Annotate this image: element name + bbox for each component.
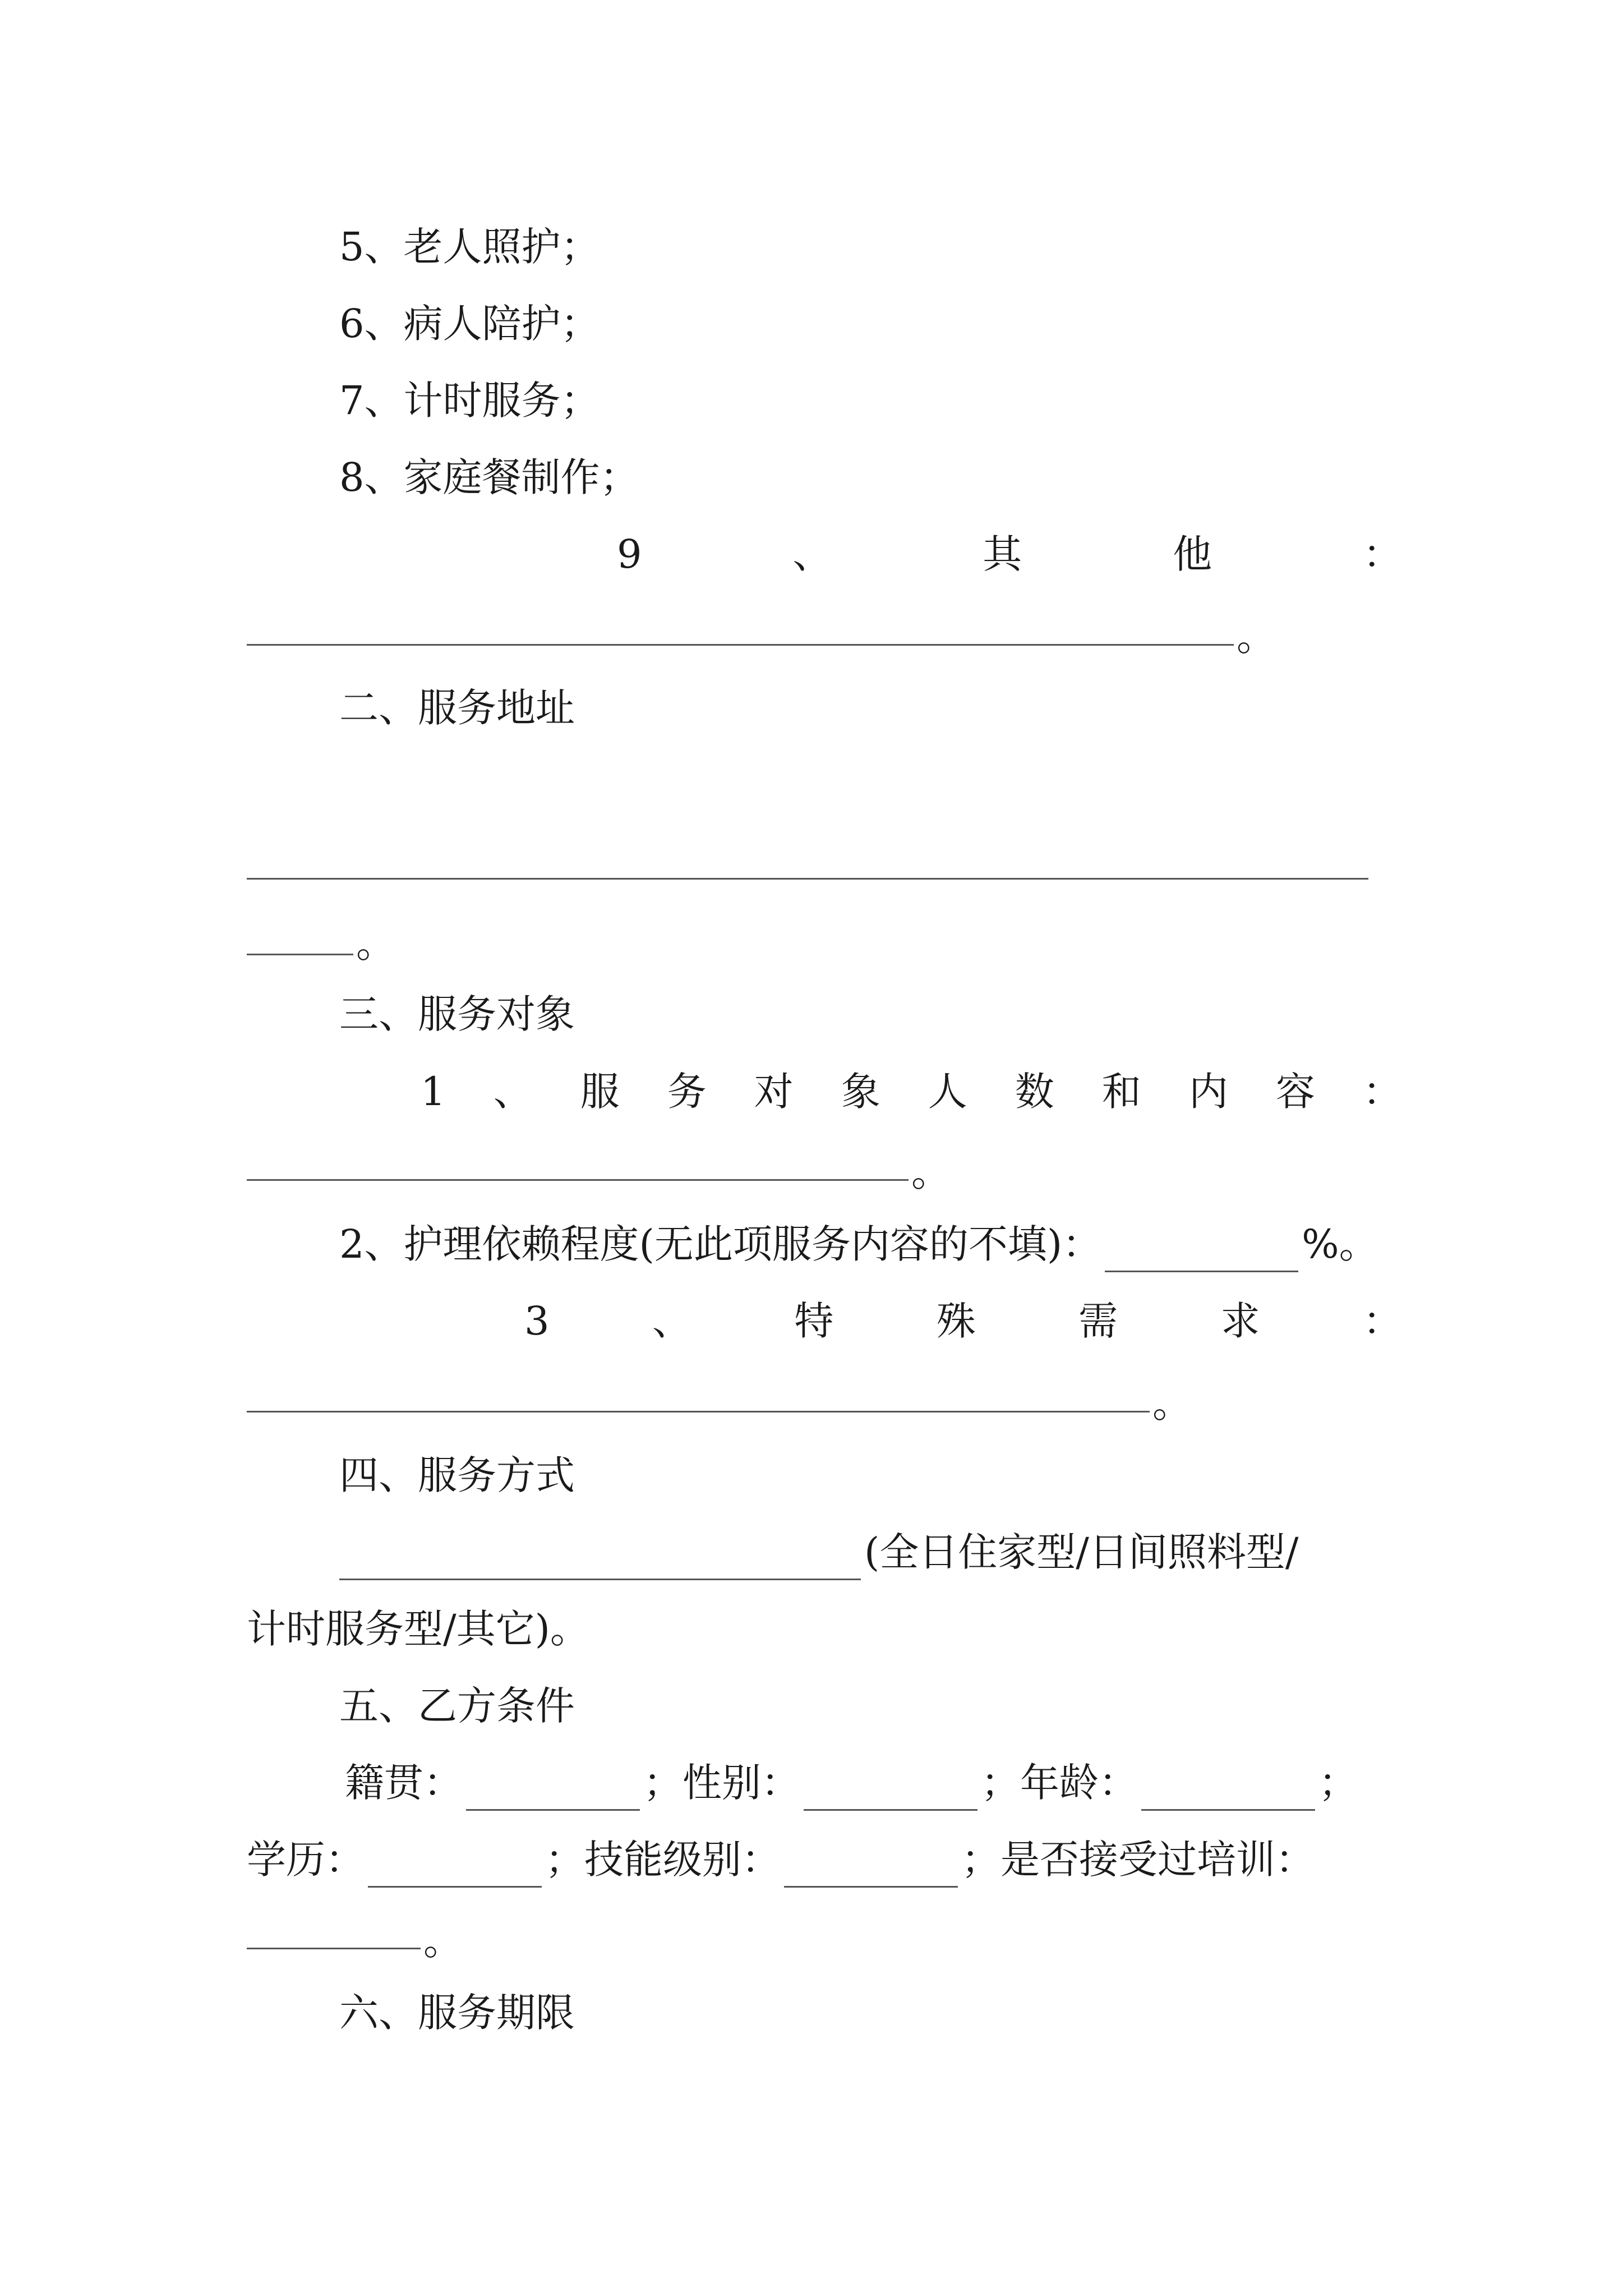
gender-blank[interactable]: [804, 1770, 978, 1811]
service-mode-row: [247, 1524, 1402, 1580]
section-title-service-mode: 四、服务方式: [339, 1452, 575, 1498]
address-end: 。: [356, 921, 395, 967]
item-other-blank[interactable]: [247, 644, 1234, 646]
care-dependency-row: [247, 1216, 1402, 1272]
care-dependency-label: 2、护理依赖程度(无此项服务内容的不填)：: [339, 1221, 1102, 1267]
section-title-address: 二、服务地址: [339, 685, 575, 731]
training-end: 。: [423, 1918, 463, 1964]
address-blank-line-2[interactable]: [247, 954, 353, 955]
service-mode-blank[interactable]: [339, 1539, 861, 1580]
special-needs-end: 。: [1152, 1381, 1192, 1427]
skill-level-label: ；技能级别：: [545, 1837, 781, 1883]
service-mode-options-cont: 计时服务型/其它)。: [247, 1606, 589, 1652]
care-dependency-suffix: %。: [1302, 1221, 1378, 1267]
section-title-party-b: 五、乙方条件: [339, 1683, 575, 1729]
special-needs-label: 3 、 特 殊 需 求 ：: [524, 1298, 1402, 1344]
section-title-recipient: 三、服务对象: [339, 991, 575, 1037]
training-label: ；是否接受过培训：: [961, 1837, 1315, 1883]
skill-level-blank[interactable]: [784, 1847, 958, 1888]
item-patient-care: 6、病人陪护；: [339, 301, 600, 347]
age-label: ；年龄：: [981, 1760, 1138, 1806]
item-other-label: 9 、 其 他 ：: [617, 531, 1402, 577]
item-elderly-care: 5、老人照护；: [339, 224, 600, 270]
age-blank[interactable]: [1141, 1770, 1315, 1811]
address-blank-line-1[interactable]: [247, 878, 1368, 880]
party-b-row-2: [247, 1832, 1402, 1888]
education-label: 学历：: [247, 1837, 365, 1883]
service-mode-options: (全日住家型/日间照料型/: [864, 1529, 1299, 1575]
special-needs-blank[interactable]: [247, 1411, 1150, 1412]
education-blank[interactable]: [368, 1847, 542, 1888]
recipient-count-end: 。: [911, 1149, 951, 1195]
care-dependency-blank[interactable]: [1105, 1231, 1298, 1272]
section-title-term: 六、服务期限: [339, 1990, 575, 2036]
gender-label: ；性别：: [643, 1760, 800, 1806]
training-blank[interactable]: [247, 1948, 421, 1949]
recipient-count-label: 1 、 服 务 对 象 人 数 和 内 容 ：: [421, 1069, 1402, 1115]
origin-label: 籍贯：: [345, 1760, 463, 1806]
recipient-count-blank[interactable]: [247, 1179, 909, 1181]
origin-blank[interactable]: [466, 1770, 640, 1811]
item-home-meal: 8、家庭餐制作；: [339, 454, 639, 500]
party-b-row-1: 籍贯： ；性别： ；年龄： ；: [247, 1755, 1402, 1811]
item-hourly-service: 7、计时服务；: [339, 378, 600, 424]
item-other-end: 。: [1237, 614, 1276, 660]
